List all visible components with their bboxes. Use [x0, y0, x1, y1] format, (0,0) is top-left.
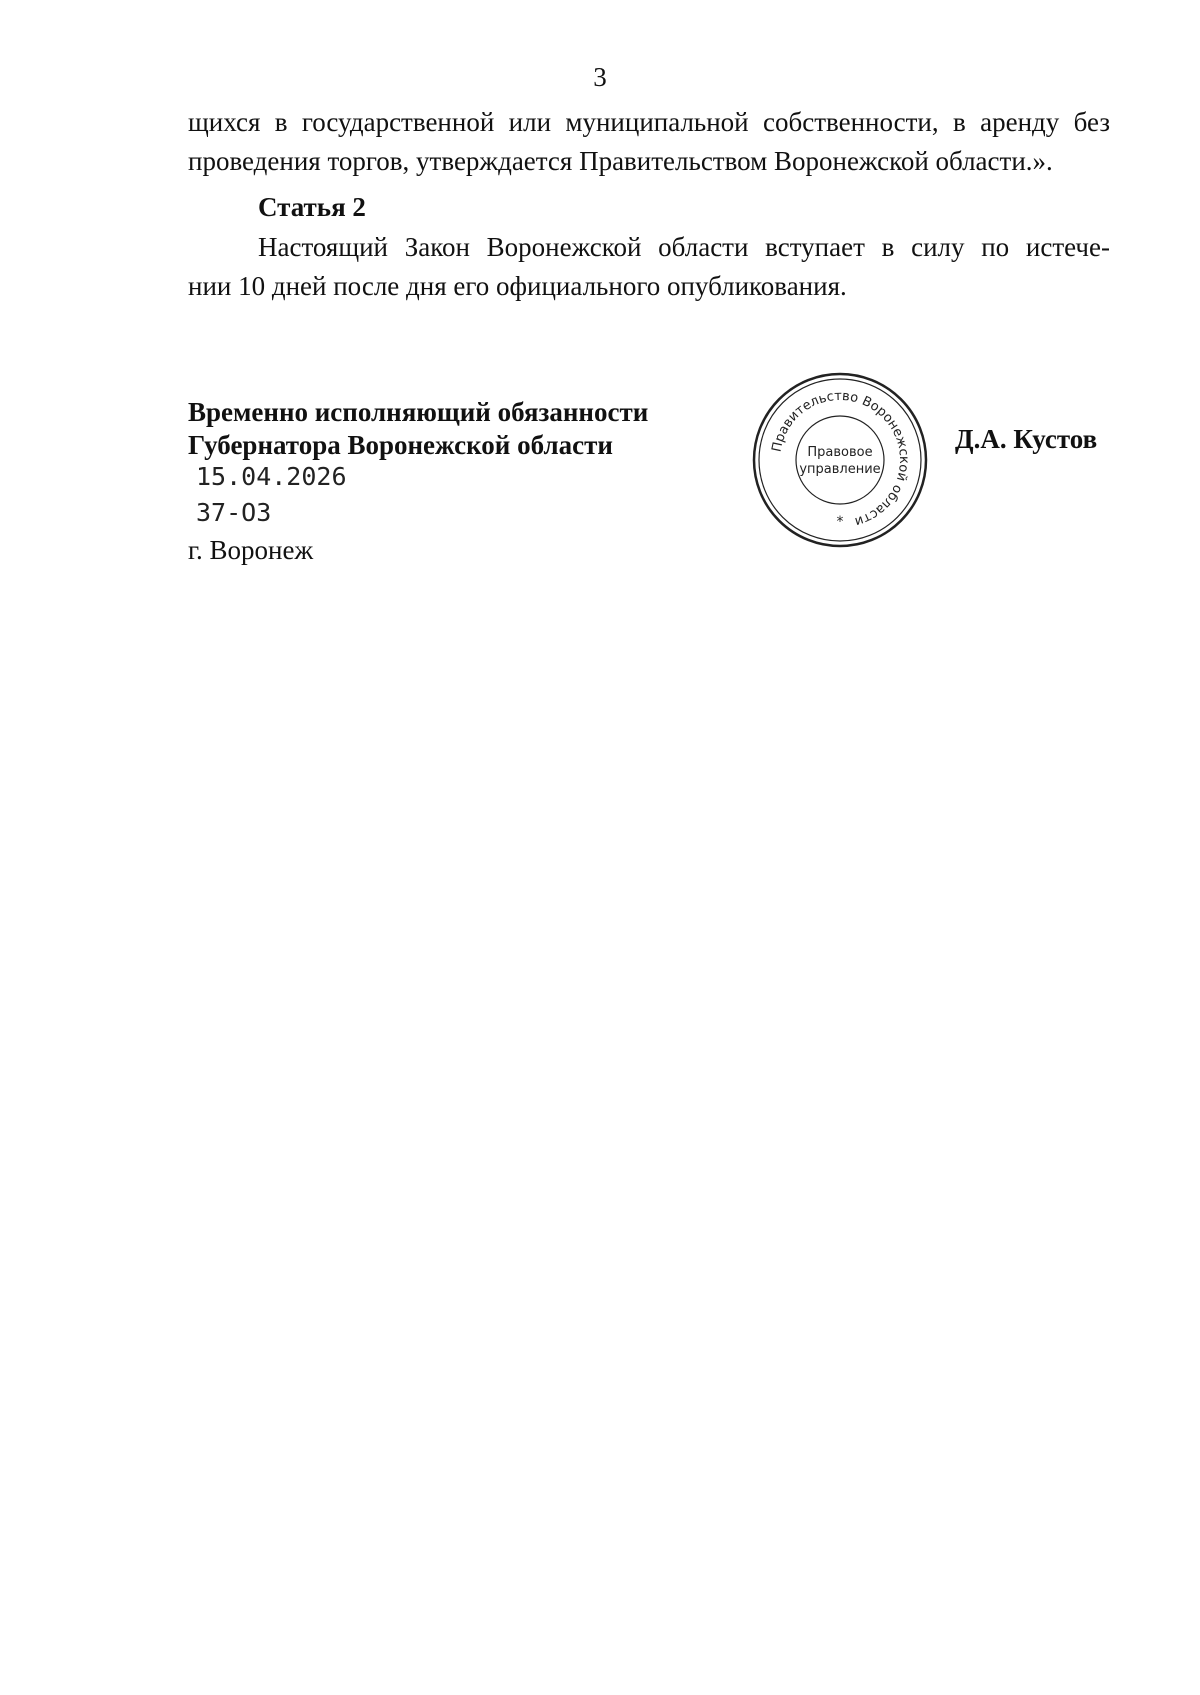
paragraph-line: проведения торгов, утверждается Правительством Воронежской области.». — [188, 146, 1053, 176]
registration-number: 37-ОЗ — [196, 498, 272, 527]
seal-center-line: управление — [799, 462, 881, 477]
article-2-paragraph — [188, 228, 1110, 306]
page-number: 3 — [593, 62, 607, 92]
seal-center-ring — [796, 416, 884, 504]
article-title: Статья 2 — [258, 192, 366, 222]
registration-date: 15.04.2026 — [196, 462, 347, 491]
paragraph-line: Настоящий Закон Воронежской области вступает в силу по истече- — [258, 232, 1110, 262]
city: г. Воронеж — [188, 535, 314, 565]
paragraph-continuation — [188, 103, 1110, 181]
official-seal — [750, 370, 930, 550]
signer-name: Д.А. Кустов — [955, 424, 1098, 454]
paragraph-line: щихся в государственной или муниципальной собственности, в аренду без — [188, 107, 1110, 137]
seal-center-line: Правовое — [807, 445, 873, 460]
signer-title-line: Губернатора Воронежской области — [188, 430, 613, 460]
paragraph-line: нии 10 дней после дня его официального опубликования. — [188, 271, 847, 301]
signer-title — [188, 396, 648, 462]
seal-star-icon: * — [836, 514, 844, 530]
signer-title-line: Временно исполняющий обязанности — [188, 397, 649, 427]
seal-ring-text: Правительство Воронежской области — [769, 388, 912, 529]
